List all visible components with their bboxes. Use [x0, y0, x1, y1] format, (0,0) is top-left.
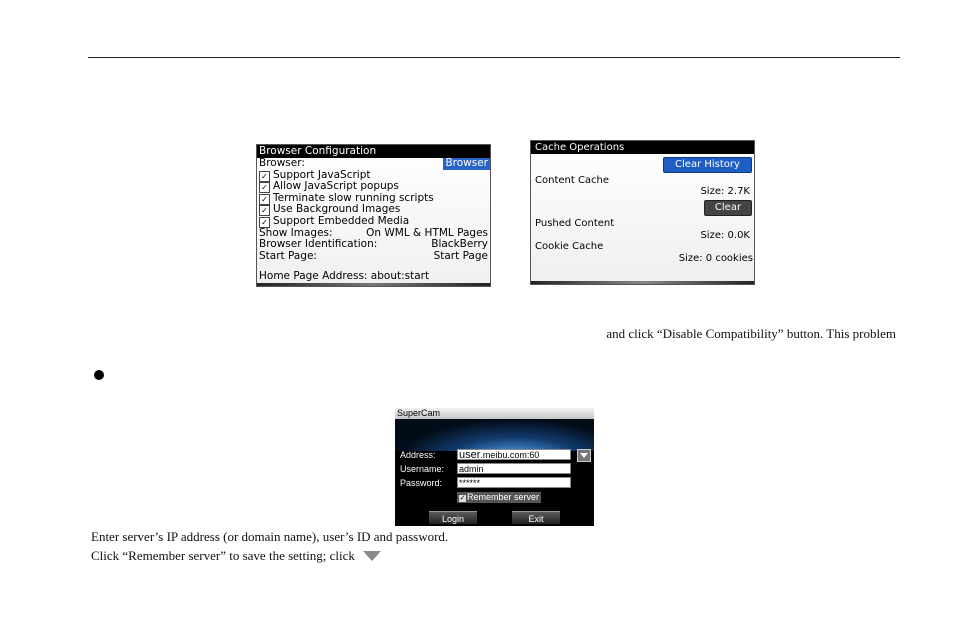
supercam-title: SuperCam — [395, 408, 594, 419]
cookie-cache-label: Cookie Cache — [535, 241, 604, 252]
checkbox-icon[interactable]: ✓ — [259, 194, 270, 205]
compatibility-paragraph: and click “Disable Compatibility” button. This problem — [606, 326, 896, 341]
browser-identification-value[interactable]: BlackBerry — [431, 238, 488, 251]
browser-identification-row[interactable]: Browser Identification: BlackBerry — [259, 238, 488, 251]
check-terminate-scripts[interactable]: ✓ Terminate slow running scripts — [257, 193, 490, 205]
home-page-address[interactable]: Home Page Address: about:start — [259, 270, 430, 282]
checkbox-icon[interactable]: ✓ — [459, 495, 466, 502]
checkbox-icon[interactable]: ✓ — [259, 182, 270, 193]
bullet-icon — [94, 370, 104, 380]
start-page-value[interactable]: Start Page — [433, 249, 488, 262]
checkbox-icon[interactable]: ✓ — [259, 217, 270, 228]
browser-value[interactable]: Browser — [445, 157, 488, 169]
password-field[interactable]: ****** — [457, 477, 571, 488]
content-cache-label: Content Cache — [535, 175, 610, 186]
exit-button[interactable]: Exit — [512, 511, 560, 524]
check-allow-popups[interactable]: ✓ Allow JavaScript popups — [257, 181, 490, 193]
remember-server-instruction: Click “Remember server” to save the setting; click — [91, 548, 381, 564]
cache-title: Cache Operations — [531, 141, 754, 154]
clear-history-button[interactable]: Clear History — [663, 157, 752, 173]
show-images-row[interactable]: Show Images: On WML & HTML Pages — [259, 226, 488, 239]
username-label: Username: — [400, 464, 445, 474]
pushed-content-size: Size: 0.0K — [700, 230, 750, 241]
check-background-images[interactable]: ✓ Use Background Images — [257, 204, 490, 216]
supercam-login-screenshot — [395, 408, 594, 526]
screen-bottom-bar — [531, 281, 754, 284]
browser-configuration-screenshot — [256, 144, 491, 287]
browser-config-title: Browser Configuration — [257, 145, 490, 158]
show-images-value[interactable]: On WML & HTML Pages — [366, 226, 488, 239]
username-field[interactable]: admin — [457, 463, 571, 474]
start-page-row[interactable]: Start Page: Start Page — [259, 249, 488, 262]
password-label: Password: — [400, 478, 443, 488]
address-label: Address: — [400, 450, 436, 460]
address-field[interactable] — [457, 449, 571, 460]
cookie-cache-size: Size: 0 cookies — [678, 253, 753, 264]
address-domain: .meibu.com:60 — [480, 450, 540, 460]
header-rule — [88, 57, 900, 58]
earth-banner-image — [395, 419, 594, 451]
checkbox-icon[interactable]: ✓ — [259, 205, 270, 216]
remember-server-checkbox[interactable]: ✓ Remember server — [457, 492, 541, 503]
browser-label: Browser: — [259, 157, 305, 169]
enter-server-instruction: Enter server’s IP address (or domain name), user’s ID and password. — [91, 529, 449, 544]
login-button[interactable]: Login — [429, 511, 477, 524]
pushed-content-label: Pushed Content — [535, 218, 615, 229]
check-embedded-media[interactable]: ✓ Support Embedded Media — [257, 216, 490, 228]
address-user: user — [459, 449, 481, 461]
cache-operations-screenshot — [530, 140, 755, 285]
address-dropdown-icon[interactable] — [577, 449, 591, 462]
dropdown-arrow-icon — [363, 551, 381, 561]
clear-button[interactable]: Clear — [704, 200, 752, 216]
check-support-javascript[interactable]: ✓ Support JavaScript — [257, 170, 490, 182]
content-cache-size: Size: 2.7K — [700, 186, 750, 197]
checkbox-icon[interactable]: ✓ — [259, 171, 270, 182]
screen-bottom-bar — [257, 283, 490, 286]
